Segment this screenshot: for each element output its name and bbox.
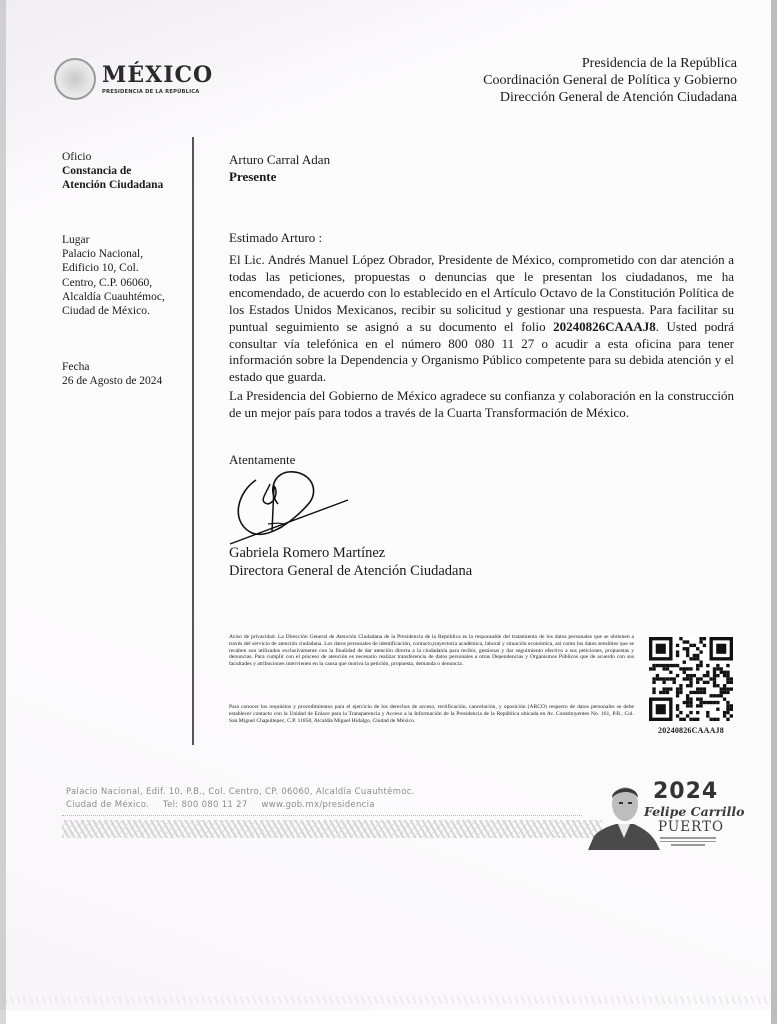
puerto-label: PUERTO [658, 819, 725, 835]
paragraph-2: La Presidencia del Gobierno de México agradece su confianza y colaboración en la construcción de un mejor país para todos a través de la Cuarta Transformación de México. [229, 388, 734, 420]
folio-number: 20240826CAAAJ8 [553, 318, 656, 334]
recipient-block [229, 152, 734, 185]
recipient-salutation: Presente [229, 168, 277, 184]
fecha-value: 26 de Agosto de 2024 [62, 375, 163, 388]
fecha-label: Fecha [62, 361, 90, 373]
lugar-line: Alcaldía Cuauhtémoc, [62, 290, 165, 303]
vertical-divider [192, 137, 194, 745]
recipient-name: Arturo Carral Adan [229, 152, 331, 167]
lugar-line: Centro, C.P. 06060, [62, 276, 153, 289]
oficio-value: Atención Ciudadana [62, 179, 164, 192]
footer-phone: Tel: 800 080 11 27 [163, 800, 248, 810]
handwritten-signature [228, 462, 358, 547]
year-2024: 2024 [653, 779, 719, 804]
logo-title: MÉXICO [102, 61, 214, 88]
mexico-logo [54, 58, 213, 100]
paragraph-1-text: El Lic. Andrés Manuel López Obrador, Presidente de México, comprometido con dar atención a todas las peticiones, propuestas o denuncias que le presentan los ciudadanos, me ha encomendado, de acuerdo con lo establecido en el Artículo Octavo de la Constitución Política de los Estados Unidos Mexicanos, recibir su solicitud y gestionar una respuesta. Para facilitar su puntual seguimiento se asignó a su documento el folio [229, 252, 734, 334]
signer-title: Directora General de Atención Ciudadana [229, 562, 473, 579]
paragraph-1-text-end: . Usted podrá consultar vía telefónica en el número 800 080 11 27 o acudir a esta oficina para tener información sobre la Dependencia y Organismo Público competente para su debida atención y el estado que guarda. [229, 318, 734, 384]
page-bottom-margin [6, 1010, 771, 1024]
logo-subtitle: PRESIDENCIA DE LA REPÚBLICA [102, 88, 200, 95]
qr-code [649, 637, 733, 721]
letterhead-line: Dirección General de Atención Ciudadana [499, 90, 737, 105]
arco-rights-notice: Para conocer los requisitos y procedimientos para el ejercicio de los derechos de acceso, rectificación, cancelación, y oposición (ARCO) respecto de datos personales se debe establecer contacto con la Unidad de Enlace para la Transparencia y Acceso a la Información de la Presidencia de la República ubicada en Av. Constituyentes No. 161, P.B., Col. San Miguel Chapultepec, C.P. 11850, Alcaldía Miguel Hidalgo, Ciudad de México. [229, 704, 634, 724]
felipe-carrillo-label: Felipe Carrillo [644, 804, 745, 819]
oficio-label: Oficio [62, 151, 92, 163]
fecha-block [62, 360, 162, 388]
letterhead-line: Coordinación General de Política y Gobierno [483, 73, 737, 88]
letterhead [483, 55, 737, 106]
footer-city: Ciudad de México. [66, 800, 150, 810]
lugar-line: Ciudad de México. [62, 305, 150, 318]
privacy-notice: Aviso de privacidad. La Dirección General de Atención Ciudadana de la Presidencia de la República es la responsable del tratamiento de los datos personales que se obtienen a través del servicio de atención ciudadana. Los datos personales de identificación, contacto,trayectoria académica, laboral y situación económica, así como los datos sensibles que se recaben son utilizados exclusivamente con la finalidad de dar atención directa a la ciudadanía para recibir, gestionar y dar seguimiento efectivo a sus peticiones, propuestas y denuncias. Para cumplir con el proceso de atención es necesario realizar transferencia de datos personales a otras Dependencias y Organismos Públicos que de acuerdo con sus facultades y atribuciones intervienen en la causa que motiva la petición, propuesta, demanda o denuncia. [229, 634, 634, 667]
bleed-through-pattern [6, 996, 771, 1004]
lugar-line: Palacio Nacional, [62, 248, 144, 261]
scan-edge-right [771, 0, 777, 1024]
greeting: Estimado Arturo : [229, 230, 323, 245]
paragraph-1 [229, 252, 734, 386]
oficio-value: Constancia de [62, 165, 132, 178]
closing: Atentamente [229, 452, 296, 467]
letterhead-line: Presidencia de la República [581, 56, 737, 71]
oficio-block [62, 150, 163, 193]
qr-caption: 20240826CAAAJ8 [658, 726, 724, 735]
signer-name: Gabriela Romero Martínez [229, 545, 386, 561]
commemorative-subtitle-lines [660, 837, 716, 848]
lugar-block [62, 233, 165, 318]
footer-address-line: Palacio Nacional, Edif. 10, P.B., Col. Centro, CP. 06060, Alcaldía Cuauhtémoc. [66, 787, 415, 797]
signer-block [229, 545, 734, 580]
footer-address [66, 786, 415, 812]
footer-dotted-rule [62, 815, 582, 817]
mexico-coat-of-arms-icon [54, 58, 96, 100]
footer-decorative-pattern [62, 820, 602, 838]
lugar-line: Edificio 10, Col. [62, 262, 139, 275]
footer-website: www.gob.mx/presidencia [261, 800, 375, 810]
lugar-label: Lugar [62, 234, 90, 246]
